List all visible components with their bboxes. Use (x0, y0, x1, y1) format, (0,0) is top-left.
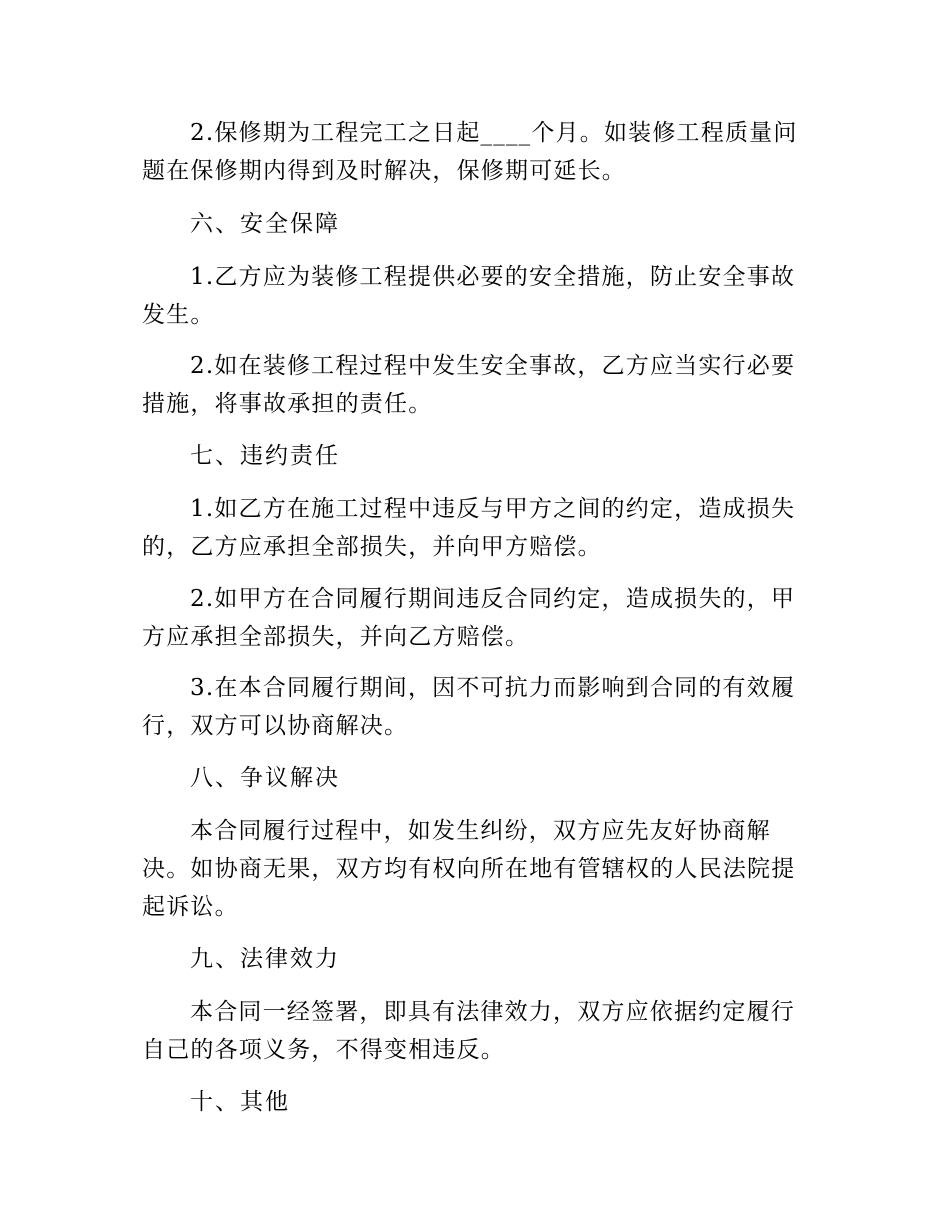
safety-clause-2: 2.如在装修工程过程中发生安全事故，乙方应当实行必要措施，将事故承担的责任。 (142, 353, 796, 417)
legal-effect-clause: 本合同一经签署，即具有法律效力，双方应依据约定履行自己的各项义务，不得变相违反。 (142, 999, 795, 1063)
section-heading-dispute: 八、争议解决 (190, 765, 340, 791)
breach-clause-3: 3.在本合同履行期间，因不可抗力而影响到合同的有效履行，双方可以协商解决。 (142, 675, 796, 739)
safety-clause-1: 1.乙方应为装修工程提供必要的安全措施，防止安全事故发生。 (142, 264, 796, 328)
section-heading-legal-effect: 九、法律效力 (190, 946, 340, 972)
section-heading-other: 十、其他 (190, 1089, 290, 1115)
section-heading-safety: 六、安全保障 (190, 211, 340, 237)
breach-clause-1: 1.如乙方在施工过程中违反与甲方之间的约定，造成损失的，乙方应承担全部损失，并向甲方赔偿。 (142, 496, 796, 560)
warranty-period-clause: 2.保修期为工程完工之日起____个月。如装修工程质量问题在保修期内得到及时解决，保修期可延长。 (142, 120, 798, 184)
section-heading-breach: 七、违约责任 (190, 443, 340, 469)
breach-clause-2: 2.如甲方在合同履行期间违反合同约定，造成损失的，甲方应承担全部损失，并向乙方赔偿。 (142, 586, 796, 650)
dispute-clause: 本合同履行过程中，如发生纠纷，双方应先友好协商解决。如协商无果，双方均有权向所在地有管辖权的人民法院提起诉讼。 (142, 818, 796, 920)
